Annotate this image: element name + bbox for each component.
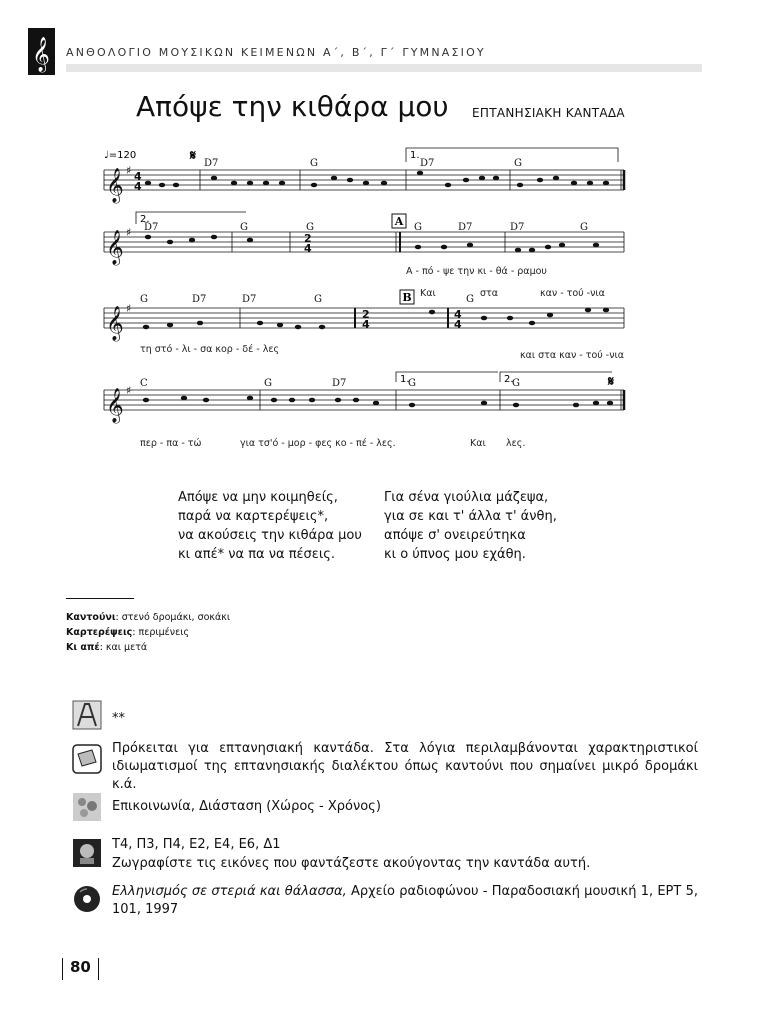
cd-icon — [72, 884, 102, 914]
chord: D7 — [458, 222, 473, 233]
music-score — [100, 140, 630, 460]
glossary-entry: Κι απέ: και μετά — [66, 642, 148, 653]
chord: G — [512, 378, 520, 389]
chord: G — [514, 158, 522, 169]
activity-text: Ζωγραφίστε τις εικόνες που φαντάζεστε ακούγοντας την καντάδα αυτή. — [112, 856, 591, 871]
rehearsal-A: A — [394, 215, 404, 228]
header-rule — [66, 64, 702, 72]
activity-codes: Τ4, Π3, Π4, Ε2, Ε4, Ε6, Δ1 — [112, 837, 281, 852]
song-subtitle: ΕΠΤΑΝΗΣΙΑΚΗ ΚΑΝΤΑΔΑ — [472, 106, 625, 120]
treble-clef: 𝄞 — [106, 230, 124, 265]
chord: G — [580, 222, 588, 233]
lyrics-line: για τσ'ό - μορ - φες κο - πέ - λες. — [240, 438, 396, 449]
section-tab — [28, 28, 55, 75]
treble-clef: 𝄞 — [106, 388, 124, 423]
treble-clef: 𝄞 — [106, 168, 124, 203]
volta-1b: 1. — [400, 374, 410, 385]
page-number: 80 — [66, 958, 91, 976]
themes-icon — [72, 792, 102, 822]
chord: D7 — [420, 158, 435, 169]
glossary-entry: Καρτερέψεις: περιμένεις — [66, 627, 190, 638]
chord: G — [310, 158, 318, 169]
chord: D7 — [332, 378, 347, 389]
difficulty-rating: ** — [112, 711, 125, 726]
themes-text: Επικοινωνία, Διάσταση (Χώρος - Χρόνος) — [112, 799, 381, 814]
svg-text:4: 4 — [134, 170, 142, 183]
chord: G — [466, 294, 474, 305]
chord: G — [140, 294, 148, 305]
volta-2: 2. — [140, 214, 150, 225]
verse-line: Για σένα γιούλια μάζεψα, — [384, 490, 549, 505]
lyrics-line: στα — [480, 288, 499, 299]
lyrics-line: λες. — [506, 438, 526, 449]
svg-text:𝄞: 𝄞 — [32, 37, 50, 72]
chord: C — [140, 378, 148, 389]
chord: G — [314, 294, 322, 305]
svg-text:2: 2 — [304, 232, 312, 245]
verse-line: απόψε σ' ονειρεύτηκα — [384, 528, 526, 543]
svg-text:♯: ♯ — [126, 384, 132, 397]
svg-text:4: 4 — [362, 318, 370, 331]
song-title: Απόψε την κιθάρα μου — [136, 90, 449, 123]
chord: D7 — [510, 222, 525, 233]
segno-icon: 𝄋 — [608, 374, 615, 390]
lyrics-line: Και — [470, 438, 486, 449]
rehearsal-B: B — [402, 291, 412, 304]
lyrics-line: Και — [420, 288, 436, 299]
rehearsal-marks — [392, 214, 414, 304]
glossary — [66, 610, 230, 655]
verse-line: κι ο ύπνος μου εχάθη. — [384, 547, 526, 562]
verse-line: για σε και τ' άλλα τ' άνθη, — [384, 509, 557, 524]
lyrics-line: τη στό - λι - σα κορ - δέ - λες — [140, 344, 280, 355]
activity-icon — [72, 838, 102, 868]
glossary-entry: Καντούνι: στενό δρομάκι, σοκάκι — [66, 612, 231, 623]
lyrics-line: Α - πό - ψε την κι - θά - ραμου — [406, 266, 547, 277]
staff-4 — [104, 372, 624, 410]
running-header: ΑΝΘΟΛΟΓΙΟ ΜΟΥΣΙΚΩΝ ΚΕΙΜΕΝΩΝ Α΄, Β΄, Γ΄ ΓΥΜΝΑΣΙΟΥ — [66, 46, 486, 59]
description-text: Πρόκειται για επτανησιακή καντάδα. Στα λόγια περιλαμβάνονται χαρακτηριστικοί ιδιωματισμοί της επτανησιακής διαλέκτου όπως καντούνι που σημαίνει μικρό δρομάκι κ.ά. — [112, 741, 698, 792]
svg-text:♯: ♯ — [126, 302, 132, 315]
chord: G — [264, 378, 272, 389]
verse-line: Απόψε να μην κοιμηθείς, — [178, 490, 338, 505]
verse-line: να ακούσεις την κιθάρα μου — [178, 528, 362, 543]
svg-text:4: 4 — [134, 180, 142, 193]
segno-icon: 𝄋 — [190, 148, 197, 164]
chord: G — [414, 222, 422, 233]
book-icon — [72, 744, 102, 774]
chord: D7 — [192, 294, 207, 305]
chord: D7 — [242, 294, 257, 305]
treble-clef-icon — [28, 28, 55, 75]
chord: G — [240, 222, 248, 233]
volta-1: 1. — [410, 150, 420, 161]
lyrics-line: και στα καν - τού -νια — [520, 350, 625, 361]
verse-line: παρά να καρτερέψεις*, — [178, 509, 329, 524]
chord: G — [408, 378, 416, 389]
chord: D7 — [204, 158, 219, 169]
source-text: Ελληνισμός σε στεριά και θάλασσα, Αρχείο ραδιοφώνου - Παραδοσιακή μουσική 1, ΕΡΤ 5, 101, 1997 — [112, 884, 698, 917]
difficulty-icon — [72, 700, 102, 730]
svg-text:4: 4 — [454, 318, 462, 331]
chord: G — [306, 222, 314, 233]
verse-line: κι απέ* να πα να πέσεις. — [178, 547, 335, 562]
tempo-mark: ♩=120 — [104, 150, 137, 161]
verse-left — [178, 488, 362, 564]
chord: D7 — [144, 222, 159, 233]
lyrics-line: περ - πα - τώ — [140, 438, 202, 449]
footnote-rule — [66, 598, 134, 599]
verse-right — [384, 488, 557, 564]
svg-text:♯: ♯ — [126, 164, 132, 177]
svg-text:4: 4 — [454, 308, 462, 321]
svg-text:2: 2 — [362, 308, 370, 321]
volta-2b: 2. — [504, 374, 514, 385]
treble-clef: 𝄞 — [106, 306, 124, 341]
svg-text:♯: ♯ — [126, 226, 132, 239]
svg-text:4: 4 — [304, 242, 312, 255]
lyrics-line: καν - τού -νια — [540, 288, 605, 299]
